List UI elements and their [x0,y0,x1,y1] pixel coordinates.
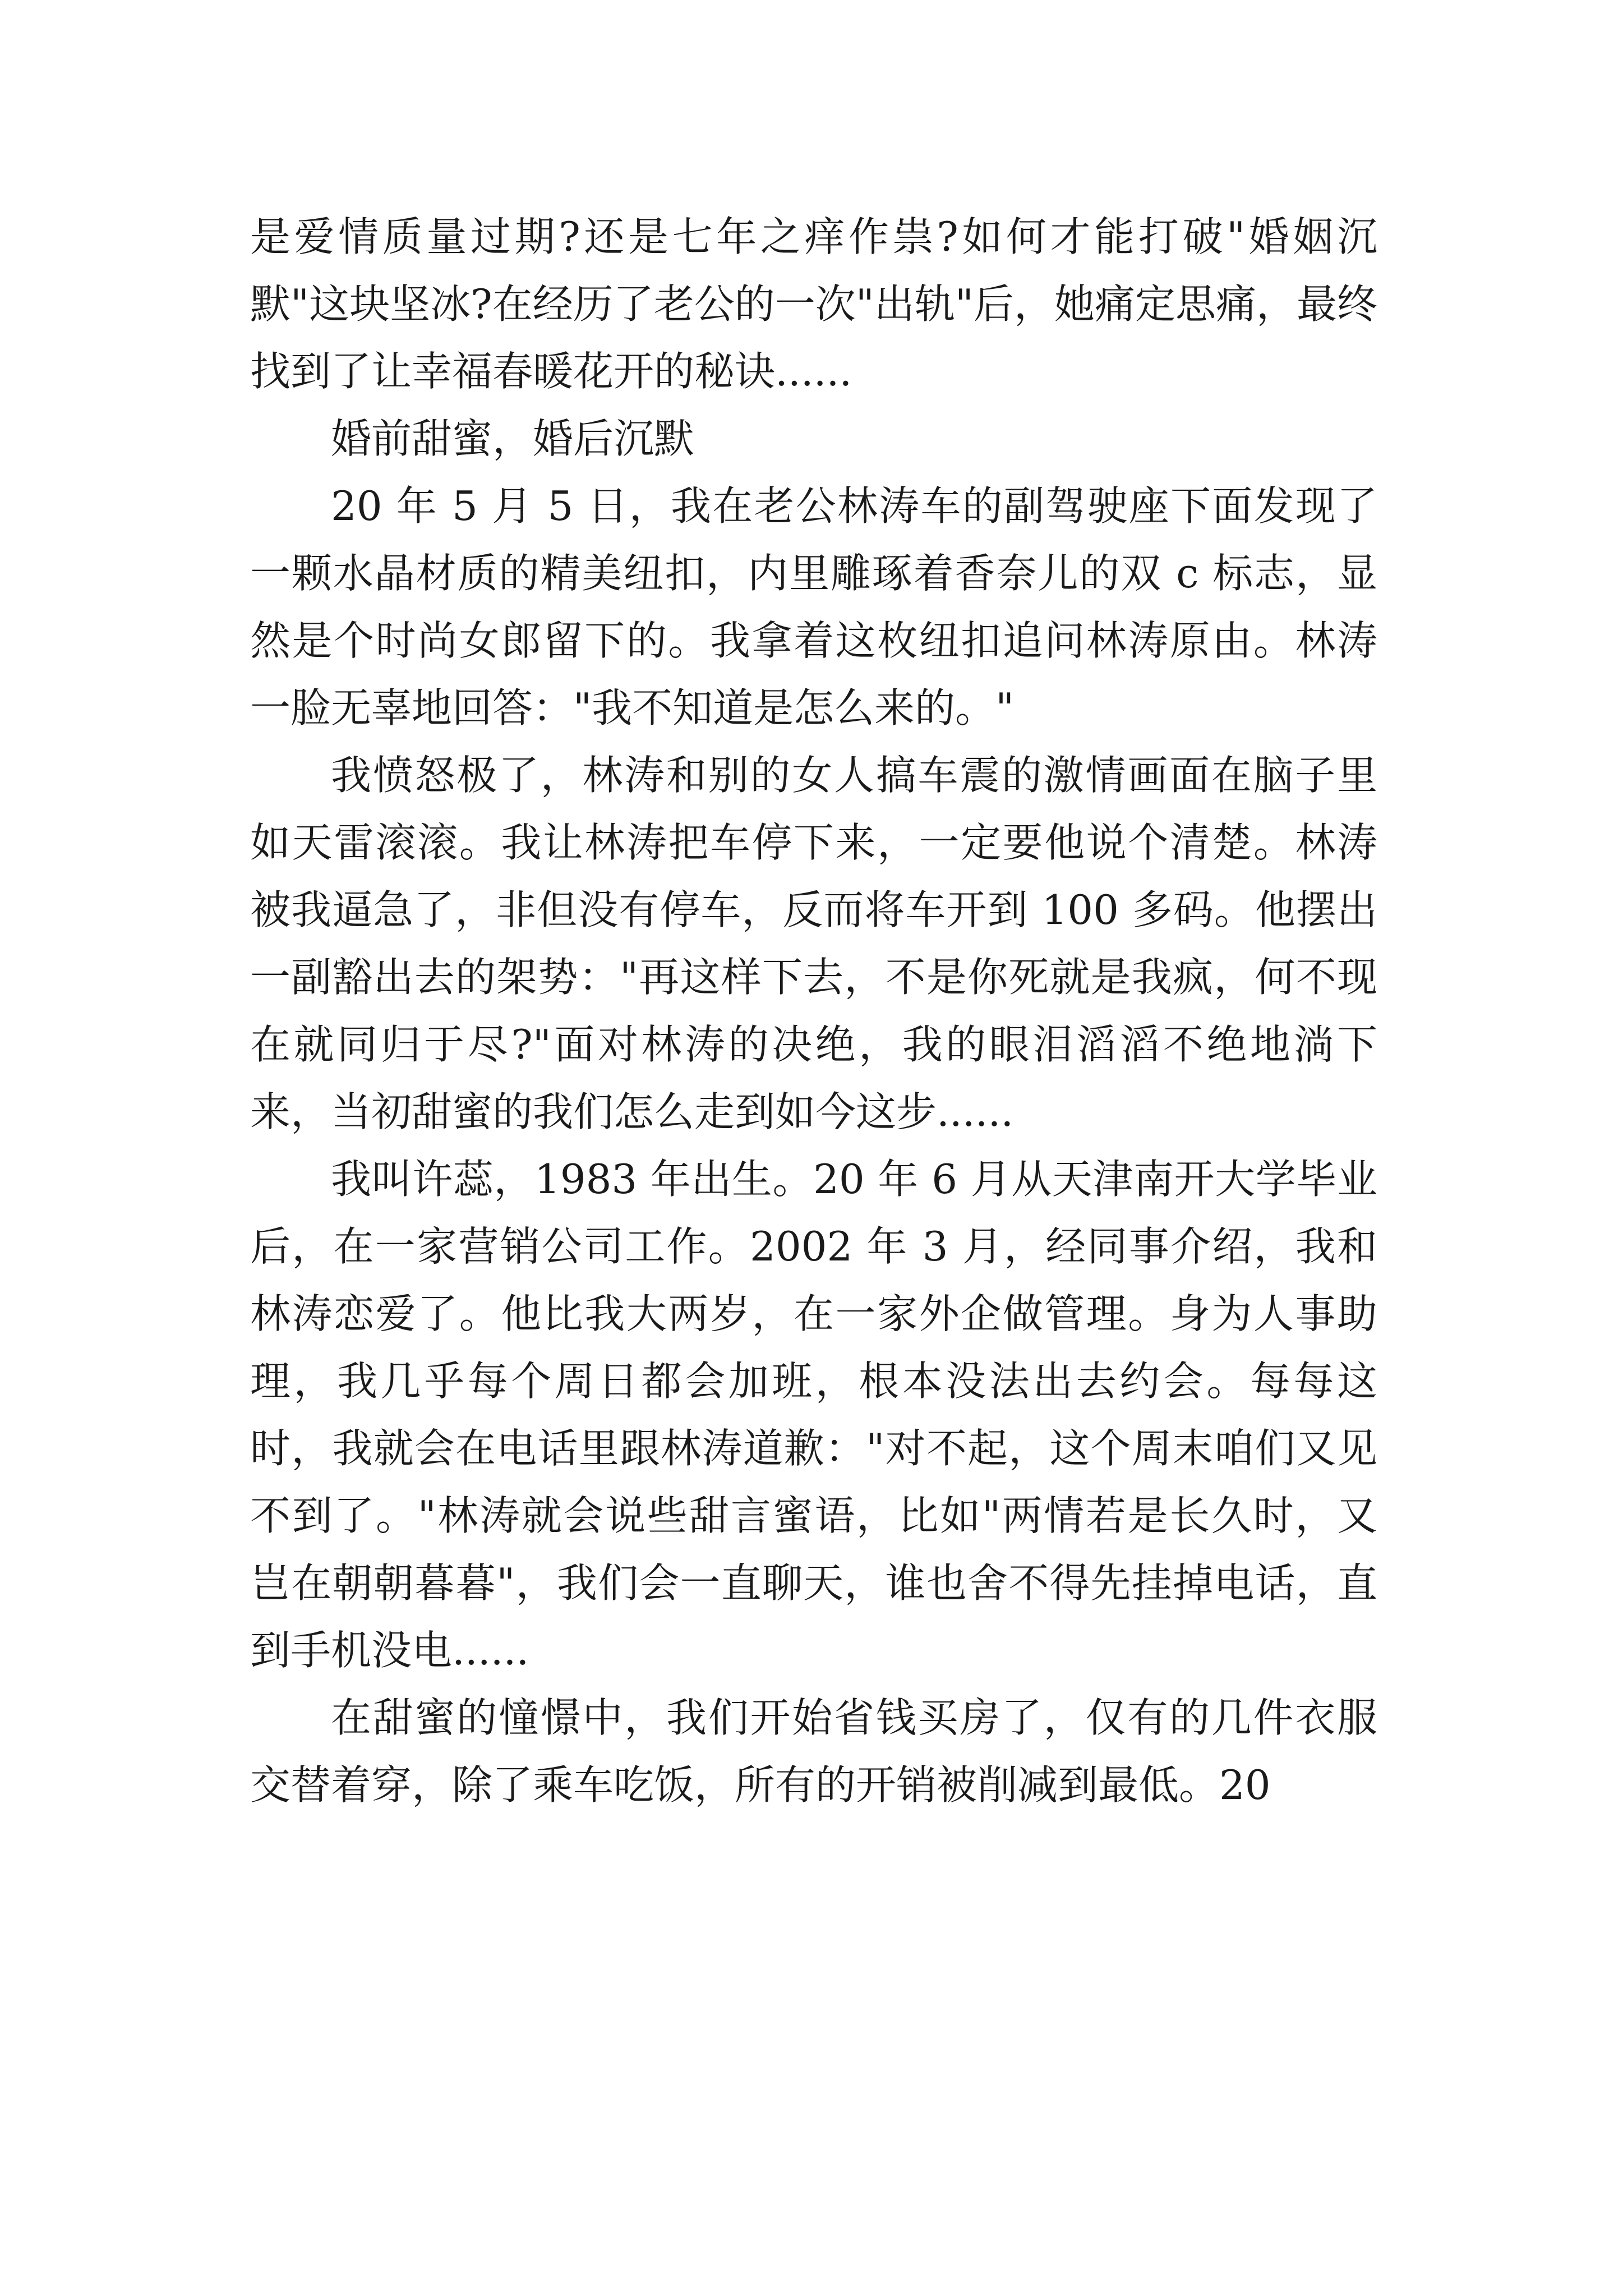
paragraph-saving-money: 在甜蜜的憧憬中，我们开始省钱买房了，仅有的几件衣服交替着穿，除了乘车吃饭，所有的开销被削减到最低。20 [250,1694,1377,1809]
paragraph-button-discovery: 20 年 5 月 5 日，我在老公林涛车的副驾驶座下面发现了一颗水晶材质的精美纽扣，内里雕琢着香奈儿的双 c 标志，显然是个时尚女郎留下的。我拿着这枚纽扣追问林涛原由。林涛一脸无辜地回答："我不知道是怎么来的。" [250,482,1377,731]
section-heading: 婚前甜蜜，婚后沉默 [331,415,695,462]
paragraph-car-argument: 我愤怒极了，林涛和别的女人搞车震的激情画面在脑子里如天雷滚滚。我让林涛把车停下来，一定要他说个清楚。林涛被我逼急了，非但没有停车，反而将车开到 100 多码。他摆出一副豁出去的架势："再这样下去，不是你死就是我疯，何不现在就同归于尽?"面对林涛的决绝，我的眼泪滔滔不绝地淌下来，当初甜蜜的我们怎么走到如今这步...... [250,752,1377,1135]
paragraph-background: 我叫许蕊，1983 年出生。20 年 6 月从天津南开大学毕业后，在一家营销公司工作。2002 年 3 月，经同事介绍，我和林涛恋爱了。他比我大两岁，在一家外企做管理。身为人事助理，我几乎每个周日都会加班，根本没法出去约会。每每这时，我就会在电话里跟林涛道歉："对不起，这个周末咱们又见不到了。"林涛就会说些甜言蜜语，比如"两情若是长久时，又岂在朝朝暮暮"，我们会一直聊天，谁也舍不得先挂掉电话，直到手机没电...... [250,1156,1377,1674]
document-body [250,203,1377,1819]
paragraph-intro: 是爱情质量过期?还是七年之痒作祟?如何才能打破"婚姻沉默"这块坚冰?在经历了老公的一次"出轨"后，她痛定思痛，最终找到了让幸福春暖花开的秘诀...... [250,213,1377,395]
